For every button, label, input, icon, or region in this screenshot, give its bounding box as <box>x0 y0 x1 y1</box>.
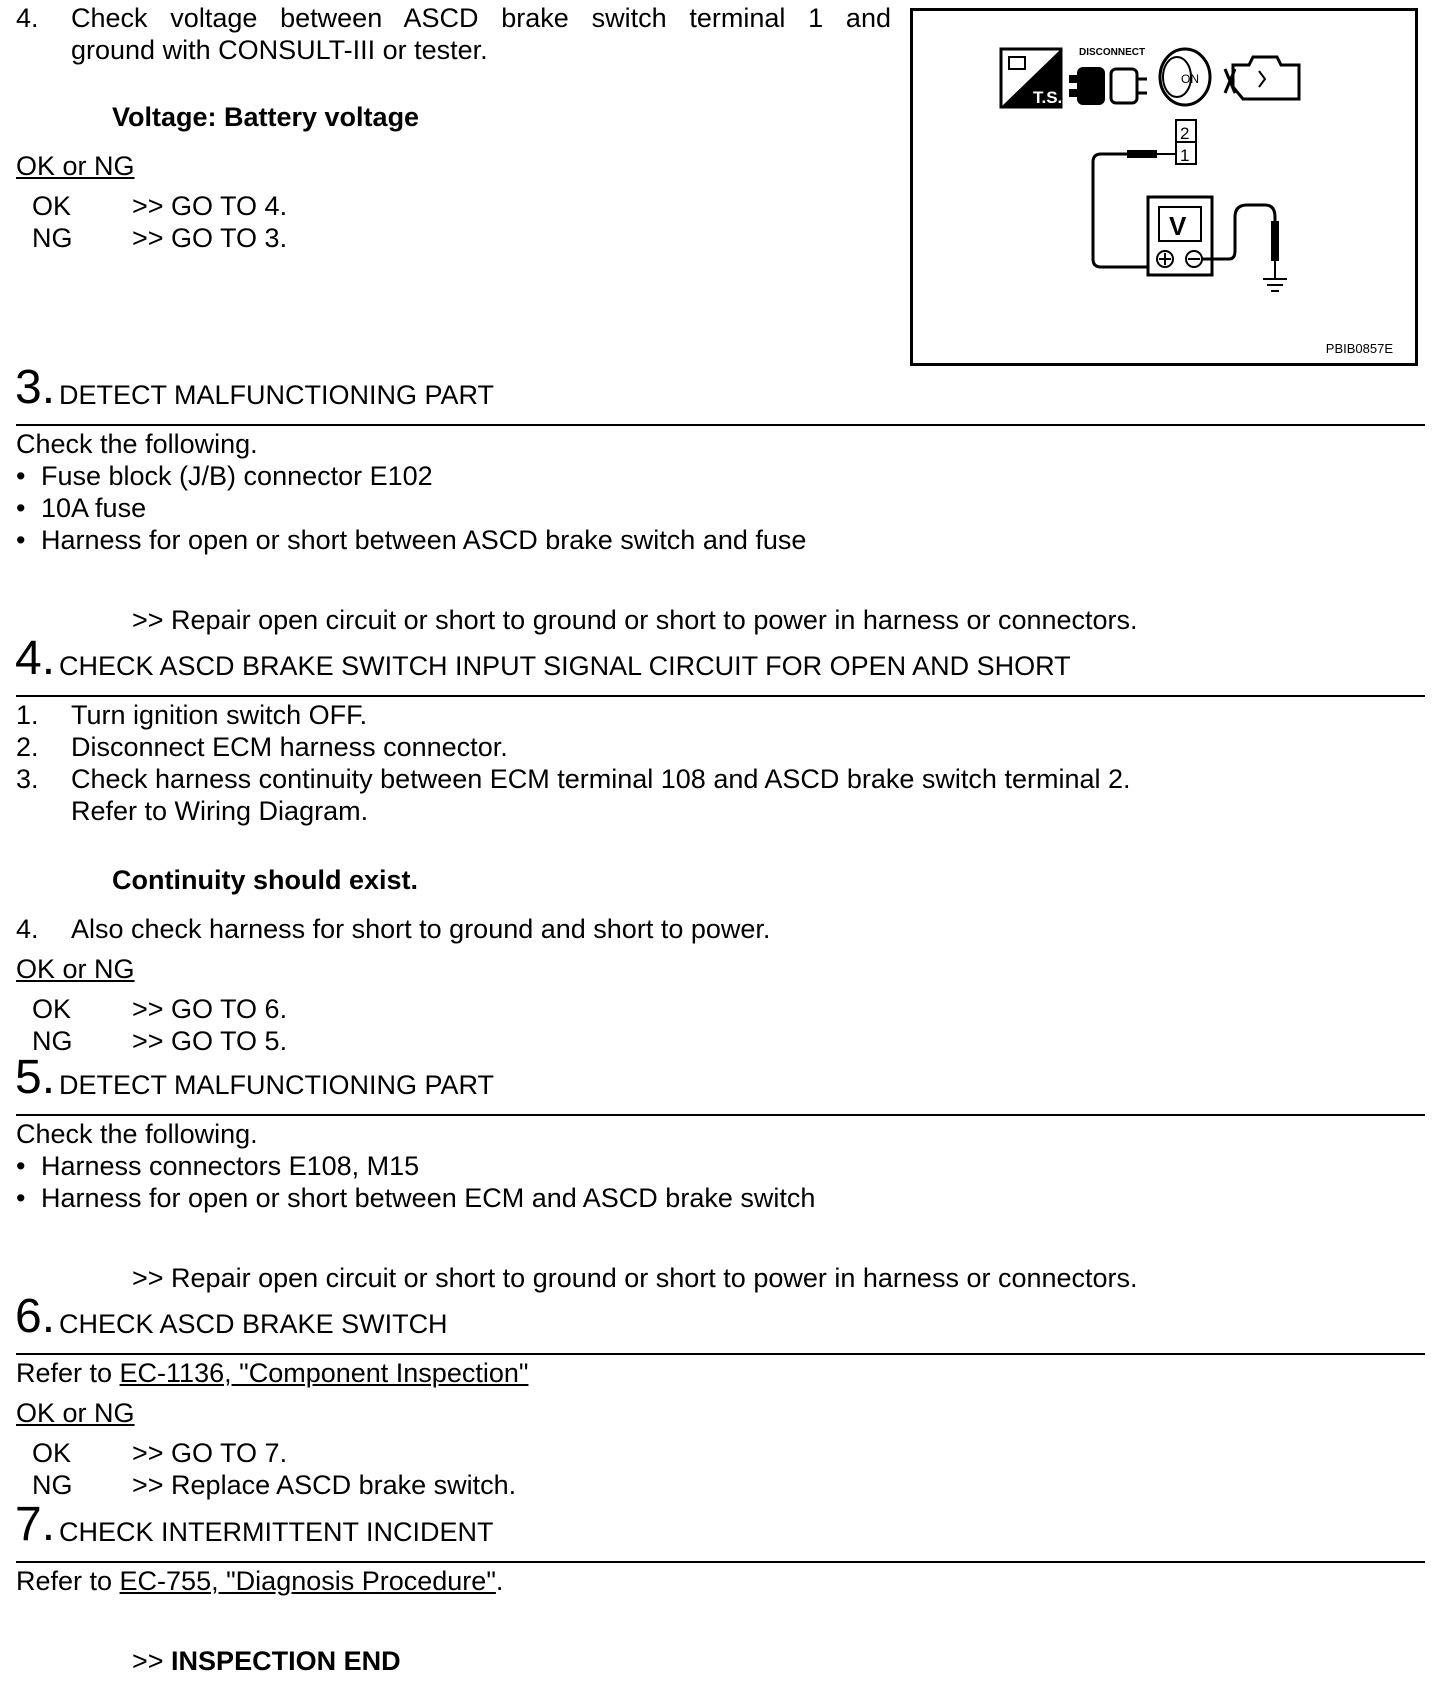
step2-item-text-cont: ground with CONSULT-III or tester. <box>71 35 488 65</box>
step5-result: >> Repair open circuit or short to ground or short to power in harness or connectors. <box>132 1263 1138 1293</box>
ok-label: OK <box>32 191 72 221</box>
ok-label: OK <box>32 994 72 1024</box>
ok-action: >> GO TO 6. <box>132 994 288 1024</box>
end-prefix: >> <box>132 1646 172 1676</box>
ground-symbol-icon <box>1263 261 1287 291</box>
step3-result: >> Repair open circuit or short to ground or short to power in harness or connectors. <box>132 605 1138 635</box>
figure-code: PBIB0857E <box>1325 341 1393 356</box>
bullet: • <box>16 525 26 555</box>
ts-text: T.S. <box>1033 88 1063 107</box>
figure-drawing <box>913 11 1415 363</box>
step5-number: 5. <box>15 1051 56 1104</box>
component-inspection-link[interactable]: EC-1136, "Component Inspection" <box>119 1358 529 1388</box>
on-text: ON <box>1181 72 1199 86</box>
step4-divider <box>16 695 1425 697</box>
step4-item-number: 2. <box>16 732 39 762</box>
step7-number: 7. <box>15 1498 56 1551</box>
ng-label: NG <box>32 1026 73 1056</box>
refer-prefix: Refer to <box>16 1358 120 1388</box>
step7-divider <box>16 1561 1425 1563</box>
ok-or-ng-label: OK or NG <box>16 954 135 984</box>
engine-icon <box>1225 57 1299 99</box>
meter-letter: V <box>1169 211 1187 241</box>
ignition-on-icon <box>1160 49 1210 105</box>
disconnect-text: DISCONNECT <box>1079 47 1146 58</box>
step6-number: 6. <box>15 1290 56 1343</box>
step3-bullet: Harness for open or short between ASCD brake switch and fuse <box>41 525 807 555</box>
ok-or-ng-label: OK or NG <box>16 1398 135 1428</box>
step3-divider <box>16 424 1425 426</box>
step4-number: 4. <box>15 632 56 685</box>
ts-tester-icon <box>1001 49 1062 107</box>
step2-item-text: Check voltage between ASCD brake switch terminal 1 and <box>71 3 891 33</box>
ng-label: NG <box>32 223 73 253</box>
bullet: • <box>16 1183 26 1213</box>
disconnect-connector-icon <box>1069 47 1147 105</box>
ng-action: >> Replace ASCD brake switch. <box>132 1470 517 1500</box>
negative-probe-lead <box>1202 205 1279 261</box>
ng-label: NG <box>32 1470 73 1500</box>
step2-item-number: 4. <box>16 3 39 33</box>
step4-item-text: Also check harness for short to ground and short to power. <box>71 914 771 944</box>
step5-bullet: Harness for open or short between ECM and ASCD brake switch <box>41 1183 816 1213</box>
step5-bullet: Harness connectors E108, M15 <box>41 1151 420 1181</box>
refer-prefix: Refer to <box>16 1566 120 1596</box>
step4-item-number: 4. <box>16 914 39 944</box>
step6-divider <box>16 1353 1425 1355</box>
step5-divider <box>16 1114 1425 1116</box>
ok-or-ng-label: OK or NG <box>16 151 135 181</box>
step4-item-text: Turn ignition switch OFF. <box>71 700 368 730</box>
step7-title: CHECK INTERMITTENT INCIDENT <box>59 1517 494 1547</box>
step3-intro: Check the following. <box>16 429 258 459</box>
step6-refer <box>16 1357 528 1389</box>
voltage-check-figure <box>910 8 1418 366</box>
diagnosis-procedure-link[interactable]: EC-755, "Diagnosis Procedure" <box>119 1566 496 1596</box>
voltage-spec: Voltage: Battery voltage <box>112 102 420 132</box>
step5-title: DETECT MALFUNCTIONING PART <box>59 1070 495 1100</box>
step4-title: CHECK ASCD BRAKE SWITCH INPUT SIGNAL CIRCUIT FOR OPEN AND SHORT <box>59 651 1071 681</box>
bullet: • <box>16 461 26 491</box>
ok-label: OK <box>32 1438 72 1468</box>
continuity-spec: Continuity should exist. <box>112 865 419 895</box>
inspection-end <box>132 1645 401 1677</box>
step3-number: 3. <box>15 361 56 414</box>
terminal-2-label: 2 <box>1180 124 1190 143</box>
step3-title: DETECT MALFUNCTIONING PART <box>59 380 495 410</box>
step6-title: CHECK ASCD BRAKE SWITCH <box>59 1309 448 1339</box>
step3-bullet: Fuse block (J/B) connector E102 <box>41 461 433 491</box>
voltmeter <box>1148 197 1212 275</box>
terminal-1-label: 1 <box>1180 146 1190 165</box>
step4-item-text: Check harness continuity between ECM terminal 108 and ASCD brake switch terminal 2. <box>71 764 1131 794</box>
switch-connector <box>1176 120 1196 165</box>
step4-item-number: 1. <box>16 700 39 730</box>
bullet: • <box>16 493 26 523</box>
step3-bullet: 10A fuse <box>41 493 147 523</box>
refer-suffix: . <box>495 1566 504 1596</box>
step4-item-text: Disconnect ECM harness connector. <box>71 732 508 762</box>
step4-item3-cont: Refer to Wiring Diagram. <box>71 796 369 826</box>
ok-action: >> GO TO 4. <box>132 191 288 221</box>
bullet: • <box>16 1151 26 1181</box>
step7-refer <box>16 1565 503 1597</box>
ok-action: >> GO TO 7. <box>132 1438 288 1468</box>
step4-item-number: 3. <box>16 764 39 794</box>
ng-action: >> GO TO 3. <box>132 223 288 253</box>
step5-intro: Check the following. <box>16 1119 258 1149</box>
end-text: INSPECTION END <box>171 1646 401 1676</box>
ng-action: >> GO TO 5. <box>132 1026 288 1056</box>
